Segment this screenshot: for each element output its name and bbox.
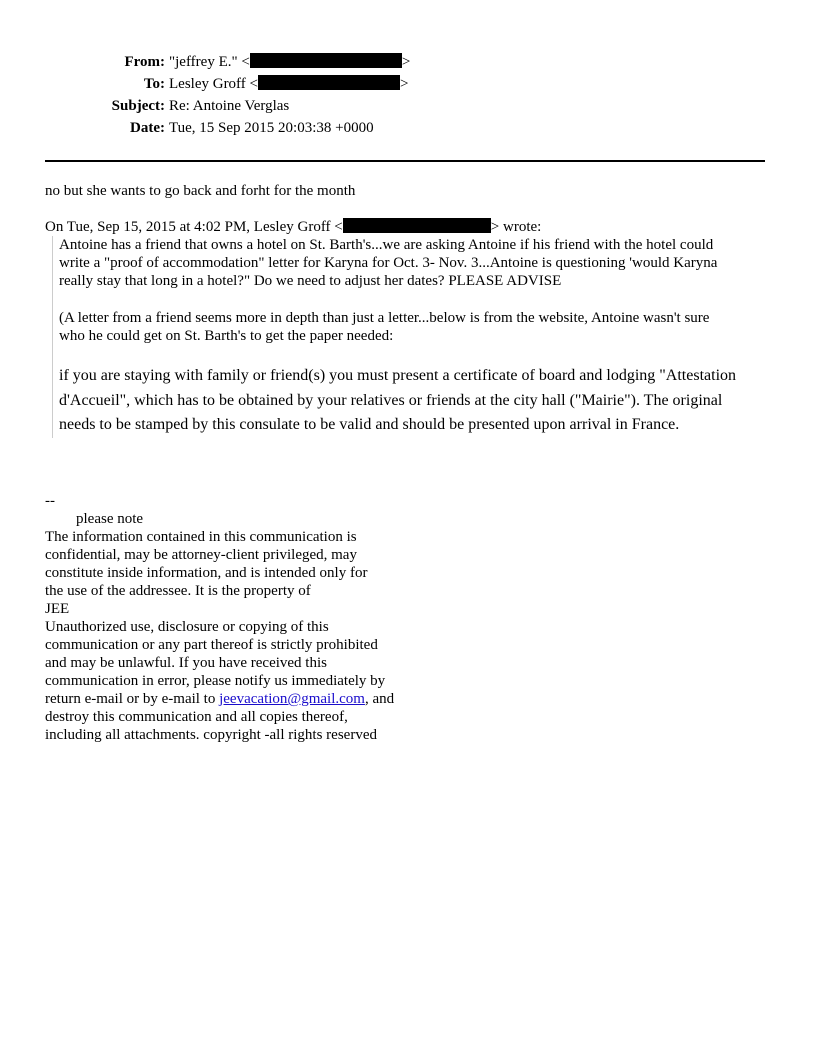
- subject-value: Re: Antoine Verglas: [169, 98, 290, 114]
- from-name: "jeffrey E." <: [169, 54, 250, 70]
- signature-block: [45, 492, 394, 744]
- subject-label: Subject:: [111, 98, 165, 114]
- date-value: Tue, 15 Sep 2015 20:03:38 +0000: [169, 120, 374, 136]
- redaction-box: [250, 53, 402, 68]
- attribution-suffix: > wrote:: [490, 219, 542, 235]
- from-value: [169, 53, 410, 71]
- quote-paragraph-2: [59, 309, 771, 345]
- quote-paragraph-1: [59, 236, 771, 290]
- quote-line: Antoine has a friend that owns a hotel on St. Barth's...we are asking Antoine if his friend with the hotel could: [59, 237, 714, 253]
- reply-attribution: [45, 218, 541, 236]
- to-value: [169, 75, 408, 93]
- disclaimer-line: communication or any part thereof is strictly prohibited: [45, 637, 378, 653]
- from-label: From:: [124, 54, 165, 70]
- to-close: >: [400, 76, 409, 92]
- disclaimer-email-line: [45, 690, 394, 708]
- quote-line: needs to be stamped by this consulate to be valid and should be presented upon arrival in France.: [59, 416, 680, 433]
- email-suffix: , and: [364, 691, 395, 707]
- signature-separator: --: [45, 493, 55, 509]
- attribution-prefix: On Tue, Sep 15, 2015 at 4:02 PM, Lesley Groff <: [45, 219, 343, 235]
- redaction-box: [258, 75, 400, 90]
- quote-line: really stay that long in a hotel?" Do we need to adjust her dates? PLEASE ADVISE: [59, 273, 562, 289]
- redaction-box: [343, 218, 491, 233]
- to-name: Lesley Groff <: [169, 76, 258, 92]
- please-note: please note: [76, 511, 144, 527]
- disclaimer-line: including all attachments. copyright -all rights reserved: [45, 727, 377, 743]
- disclaimer-line: and may be unlawful. If you have received this: [45, 655, 327, 671]
- disclaimer-line: Unauthorized use, disclosure or copying of this: [45, 619, 329, 635]
- disclaimer-line: communication in error, please notify us immediately by: [45, 673, 386, 689]
- quote-paragraph-3: [59, 364, 771, 438]
- to-label: To:: [143, 76, 165, 92]
- disclaimer-line: constitute inside information, and is intended only for: [45, 565, 368, 581]
- header-divider: [45, 160, 765, 162]
- quote-line: d'Accueil", which has to be obtained by your relatives or friends at the city hall ("Mairie"). The original: [59, 391, 723, 409]
- quote-line: write a "proof of accommodation" letter for Karyna for Oct. 3- Nov. 3...Antoine is questioning 'would Karyna: [59, 255, 718, 271]
- email-link[interactable]: jeevacation@gmail.com: [219, 691, 365, 707]
- quote-line: (A letter from a friend seems more in depth than just a letter...below is from the website, Antoine wasn't sure: [59, 310, 710, 326]
- disclaimer-line: destroy this communication and all copies thereof,: [45, 709, 348, 725]
- email-prefix: return e-mail or by e-mail to: [45, 691, 220, 707]
- disclaimer-line: The information contained in this communication is: [45, 529, 357, 545]
- disclaimer-line: confidential, may be attorney-client privileged, may: [45, 547, 357, 563]
- from-close: >: [401, 54, 411, 70]
- disclaimer-line: the use of the addressee. It is the property of: [45, 583, 311, 599]
- reply-text: no but she wants to go back and forht for the month: [45, 183, 356, 199]
- quote-line: if you are staying with family or friend(s) you must present a certificate of board and lodging "Attestation: [59, 367, 737, 384]
- quote-line: who he could get on St. Barth's to get the paper needed:: [59, 328, 394, 344]
- disclaimer-line: JEE: [45, 601, 70, 617]
- date-label: Date:: [130, 120, 165, 136]
